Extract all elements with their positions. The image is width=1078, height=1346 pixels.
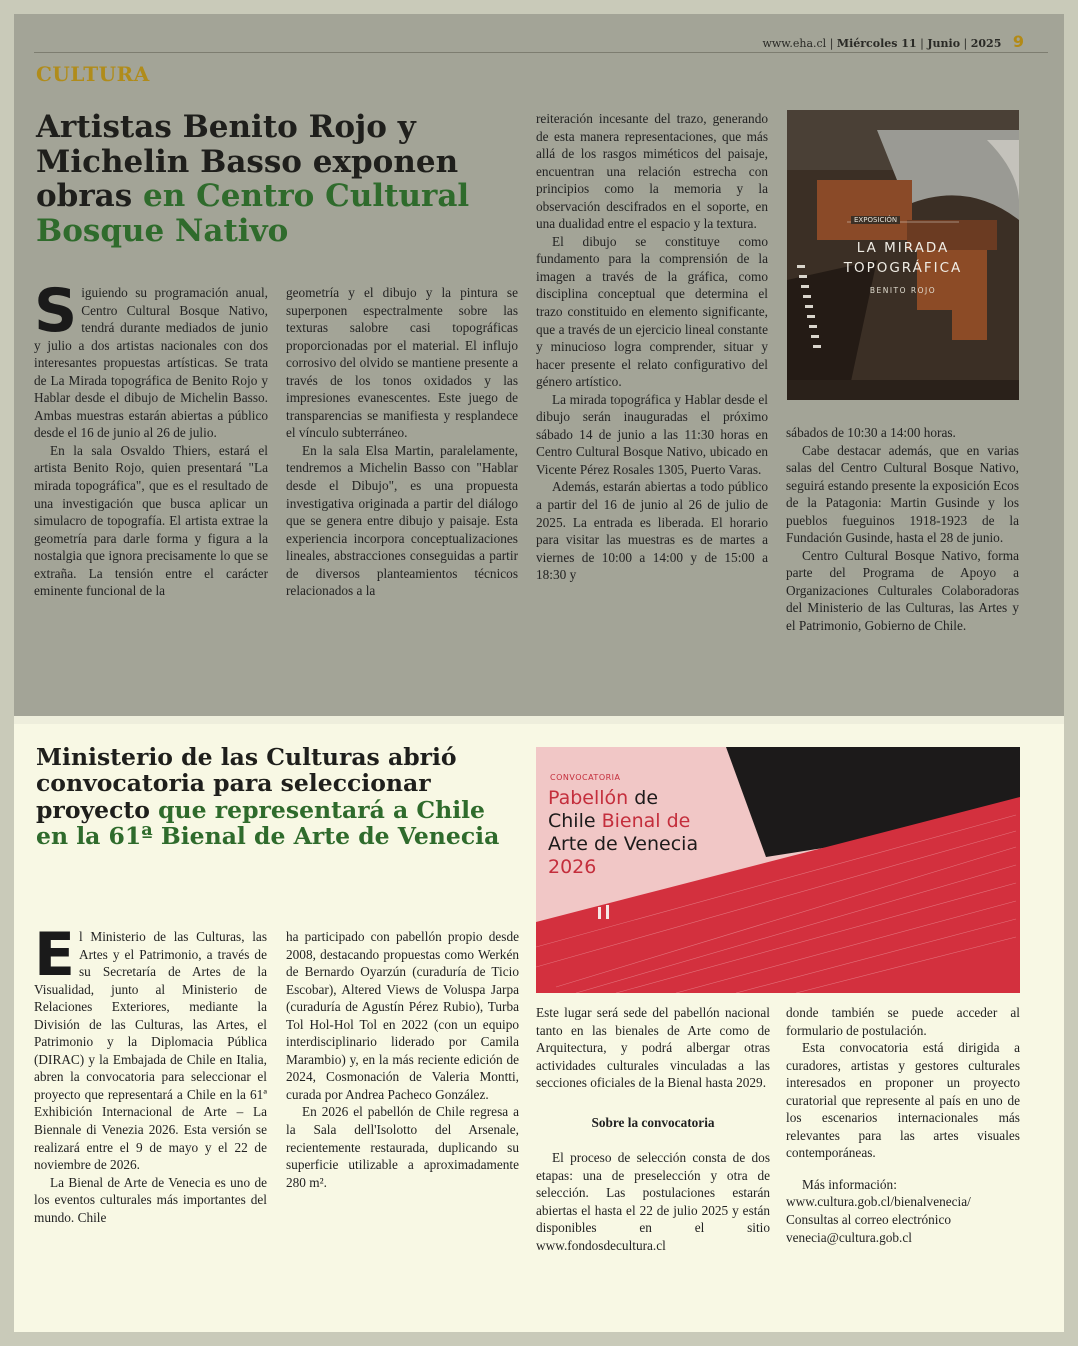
drop-cap: E <box>34 920 75 990</box>
more-info-contact: Consultas al correo electrónico <box>786 1212 952 1228</box>
newspaper-page <box>14 14 1064 1332</box>
poster-title-line2: TOPOGRÁFICA <box>843 260 963 276</box>
article2-column-3 <box>536 1004 770 1324</box>
article1-paragraph: Además, estarán abiertas a todo público a partir del 16 de junio al 26 de julio de 2025. La entrada es liberada. El horario para visitar las muestras es de martes a viernes de 10:00 a 14:00 y de 15:00 a 18:30 y <box>536 479 768 583</box>
more-info-email[interactable]: venecia@cultura.gob.cl <box>786 1229 912 1245</box>
header-year: 2025 <box>970 37 1002 50</box>
article1-paragraph: En la sala Osvaldo Thiers, estará el artista Benito Rojo, quien presentará "La mirada topográfica", que es el resultado de una investigación que busca aplicar un simulacro de topografía. El artista extrae la geometría para darle forma y figura a la nostalgia que ignora precisamente lo que se extraña. La tensión entre el carácter eminente funcional de la <box>34 442 268 599</box>
article1-column-2 <box>286 284 518 708</box>
article1-paragraph: Cabe destacar además, que en varias salas del Centro Cultural Bosque Nativo, seguirá estando presente la exposición Ecos de la Patagonia: Martin Gusinde y los pueblos fueguinos 1918-1923 de la Fundación Gusinde, hasta el 28 de junio. <box>786 442 1019 546</box>
article2-headline-dark: Ministerio de las Culturas abrió convocatoria para seleccionar proyecto <box>36 743 457 824</box>
article1-headline-green: en Centro Cultural Bosque Nativo <box>36 178 470 250</box>
article1-headline <box>36 110 506 249</box>
article2-paragraph: El proceso de selección consta de dos etapas: una de preselección y otra de selección. Las postulaciones estarán abiertas el hasta el 22 de julio 2025 y están disponibles en el sitio www.fondosdecultura.cl <box>536 1150 770 1254</box>
more-info-link[interactable]: www.cultura.gob.cl/bienalvenecia/ <box>786 1194 971 1210</box>
header-day: Miércoles 11 <box>836 37 917 50</box>
article2-subheading: Sobre la convocatoria <box>591 1114 715 1130</box>
article2-headline <box>36 744 506 849</box>
more-info-label: Más información: <box>802 1176 897 1192</box>
article1-paragraph: La mirada topográfica y Hablar desde el dibujo serán inauguradas el próximo sábado 14 de junio a las 11:30 horas en Centro Cultural Bosque Nativo, ubicado en Vicente Pérez Rosales 1305, Puerto Varas. <box>536 391 768 477</box>
article1-paragraph: geometría y el dibujo y la pintura se superponen espectralmente sobre las texturas salobre casi topográficas proporcionadas por el material. El influjo corrosivo del olvido se mantiene presente a través de los tonos oxidados y las impresiones evanescentes. Este juego de transparencias se manifiesta y resplandece el vínculo subterráneo. <box>286 285 518 441</box>
article2-paragraph: Esta convocatoria está dirigida a curadores, artistas y gestores culturales interesados en proponer un proyecto curatorial que represente al país en uno de los escenarios internacionales más relevantes para las artes visuales contemporáneas. <box>786 1040 1020 1161</box>
article1-paragraph: En la sala Elsa Martin, paralelamente, tendremos a Michelin Basso con "Hablar desde el Dibujo", es una propuesta investigativa originada a partir del diálogo que se genera entre dibujo y paisaje. Esta experiencia incorpora conceptualizaciones lineales, abstracciones conseguidas a partir de diversos planteamientos técnicos relacionados a la <box>286 442 518 599</box>
article2-paragraph: ha participado con pabellón propio desde 2008, destacando propuestas como Werkén de Bernardo Oyarzún (curaduría de Ticio Escobar), Altered Views de Voluspa Jarpa (curaduría de Agustín Pérez Rubio), Turba Tol Hol-Hol Tol en 2022 (con un equipo interdisciplinario liderado por Camila Marambio) y, en la más reciente edición de 2024, Cosmonación de Valeria Montti, curada por Andrea Pacheco González. <box>286 929 519 1102</box>
poster-tag: EXPOSICIÓN <box>851 216 900 224</box>
header-site[interactable]: www.eha.cl <box>762 37 827 50</box>
article2-paragraph: donde también se puede acceder al formulario de postulación. <box>786 1005 1020 1038</box>
article2-paragraph: El Ministerio de las Culturas, las Artes y el Patrimonio, a través de su Secretaría de Artes de la Visualidad, junto al Ministerio de Relaciones Exteriores, mediante la División de las Culturas, las Artes, el Patrimonio y la Diplomacia Pública (DIRAC) y la Embajada de Chile en Italia, abren la convocatoria para seleccionar el proyecto que representará a Chile en la 61ª Exhibición Internacional de Arte – La Biennale di Venezia 2026. Esta versión se realizará entre el 9 de mayo y el 22 de noviembre de 2026. <box>34 920 267 1173</box>
bienal-poster-image <box>536 747 1020 993</box>
article1-column-4 <box>786 424 1019 714</box>
poster-title: Pabellón de Chile Bienal de Arte de Venecia 2026 <box>548 787 699 878</box>
article2-paragraph: En 2026 el pabellón de Chile regresa a la Sala dell'Isolotto del Arsenale, recientemente restaurada, duplicando su superficie utilizable a aproximadamente 280 m². <box>286 1104 519 1190</box>
article1-paragraph: El dibujo se constituye como fundamento para la comprensión de la imagen a través de la gráfica, como disciplina conceptual que determina el trazo constituido en elemento significante, que a través de un ejercicio lineal constante y minucioso logra comprender, situar y hacer presente el relato configurativo del género artístico. <box>536 233 768 390</box>
article2-headline-green: que representará a Chile en la 61ª Bienal de Arte de Venecia <box>36 795 500 850</box>
article2-paragraph: Este lugar será sede del pabellón nacional tanto en las bienales de Arte como de Arquitectura, y podrá albergar otras actividades culturales vinculadas a las secciones oficiales de la Bienal hasta 2029. <box>536 1005 770 1091</box>
article2-column-4 <box>786 1004 1020 1324</box>
header-month: Junio <box>927 37 961 50</box>
article1-paragraph: sábados de 10:30 a 14:00 horas. <box>786 425 956 440</box>
section-label: CULTURA <box>36 62 150 86</box>
article1-column-3 <box>536 110 768 710</box>
article2-paragraph: La Bienal de Arte de Venecia es uno de los eventos culturales más importantes del mundo. Chile <box>34 1174 267 1225</box>
poster-title-line1: LA MIRADA <box>856 240 950 256</box>
page-header: www.eha.cl | Miércoles 11 | Junio | 2025 9 <box>762 32 1024 51</box>
page-number: 9 <box>1012 32 1024 51</box>
header-divider <box>34 52 1048 53</box>
article1-headline-dark: Artistas Benito Rojo y Michelin Basso exponen obras <box>36 109 459 215</box>
article1-paragraph: Centro Cultural Bosque Nativo, forma parte del Programa de Apoyo a Organizaciones Culturales Colaboradoras del Ministerio de las Culturas, las Artes y el Patrimonio, Gobierno de Chile. <box>786 547 1019 634</box>
article1-paragraph: Siguiendo su programación anual, Centro Cultural Bosque Nativo, tendrá durante mediados de junio y julio a dos artistas nacionales con dos interesantes propuestas artísticas. Se trata de La Mirada topográfica de Benito Rojo y Hablar desde el dibujo de Michelin Basso. Ambas muestras estarán abiertas a público desde el 16 de junio al 26 de julio. <box>34 276 268 441</box>
article2-column-2 <box>286 928 519 1328</box>
article1-paragraph: reiteración incesante del trazo, generando de esta manera representaciones, que más allá de los rasgos miméticos del paisaje, encuentran una relación estrecha con principios como la memoria y la observación descifrados en el soporte, en una dualidad entre el espacio y la textura. <box>536 111 768 232</box>
article2-column-1 <box>34 920 267 1328</box>
drop-cap: S <box>34 276 78 346</box>
poster-tag: CONVOCATORIA <box>550 773 621 782</box>
article1-column-1 <box>34 276 268 708</box>
exhibition-poster-image <box>787 110 1019 400</box>
article-cultura-top <box>14 14 1064 716</box>
poster-artist: BENITO ROJO <box>869 286 937 295</box>
